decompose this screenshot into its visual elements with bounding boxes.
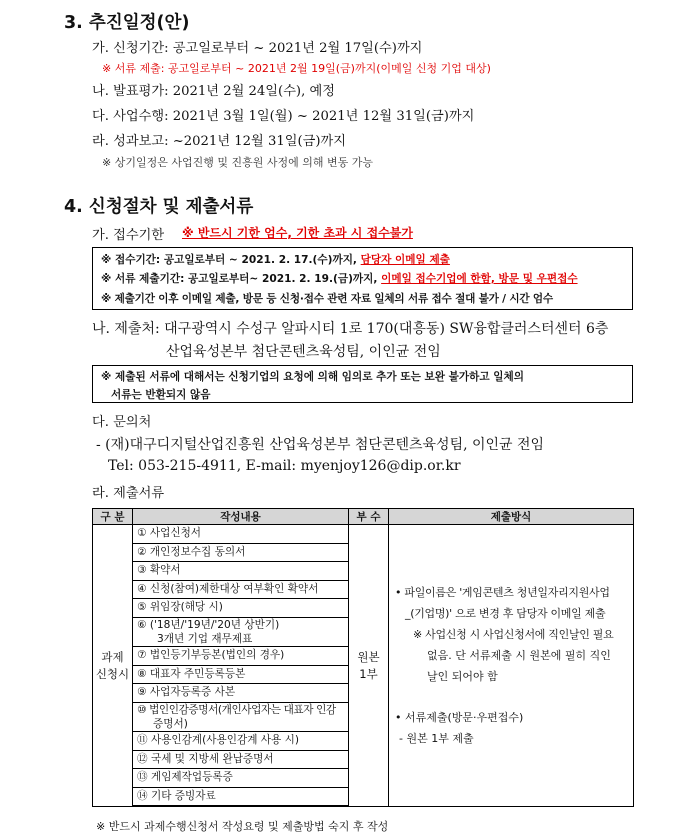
doc-item-4: ④ 신청(참여)제한대상 여부확인 확약서	[133, 580, 349, 599]
doc-item-6	[133, 617, 349, 647]
doc-item-14: ⑭ 기타 증빙자료	[133, 787, 349, 806]
header-method: 제출방식	[389, 509, 634, 525]
method-line6: • 서류제출(방문·우편접수)	[395, 711, 524, 724]
doc-item-6-line2: 3개년 기업 재무제표	[157, 632, 253, 645]
doc-item-9: ⑨ 사업자등록증 사본	[133, 684, 349, 703]
contact-organization: - (재)대구디지털산업진흥원 산업육성본부 첨단콘텐츠육성팀, 이인균 전임	[96, 437, 545, 453]
doc-item-11: ⑪ 사용인감계(사용인감계 사용 시)	[133, 732, 349, 751]
return-policy-line1: ※ 제출된 서류에 대해서는 신청기업의 요청에 의해 임의로 추가 또는 보완 불가하고 일체의	[101, 371, 524, 383]
method-spacer	[395, 687, 633, 707]
category-line2: 신청시	[95, 666, 130, 681]
method-line3: ※ 사업신청 시 사업신청서에 직인날인 필요	[413, 628, 614, 641]
schedule-application-period: 가. 신청기간: 공고일로부터 ~ 2021년 2월 17일(수)까지	[92, 41, 423, 56]
return-policy-box	[92, 365, 633, 403]
method-line1: • 파일이름은 '게임콘텐츠 청년일자리지원사업	[395, 586, 610, 599]
return-policy-line2: 서류는 반환되지 않음	[111, 389, 211, 401]
footer-note: ※ 반드시 과제수행신청서 작성요령 및 제출방법 숙지 후 작성	[96, 820, 389, 833]
copies-line1: 원본	[357, 649, 380, 664]
deadline-box-line3: ※ 제출기간 이후 이메일 제출, 방문 등 신청·접수 관련 자료 일체의 서류 접수 절대 불가 / 시간 엄수	[101, 293, 553, 305]
table-header-row	[93, 509, 634, 525]
deadline-label: 가. 접수기한	[92, 228, 165, 243]
deadline-box	[92, 247, 633, 310]
copies-cell	[349, 525, 389, 807]
contact-phone-email: Tel: 053-215-4911, E-mail: myenjoy126@dip.or.kr	[108, 458, 461, 474]
header-contents: 작성내용	[133, 509, 349, 525]
schedule-change-note: ※ 상기일정은 사업진행 및 진흥원 사정에 의해 변동 가능	[102, 156, 373, 169]
doc-item-2: ② 개인정보수집 동의서	[133, 543, 349, 562]
schedule-presentation: 나. 발표평가: 2021년 2월 24일(수), 예정	[92, 84, 335, 99]
deadline-box-line1-text: ※ 접수기간: 공고일로부터 ~ 2021. 2. 17.(수)까지,	[101, 254, 357, 266]
deadline-box-line2-highlight: 이메일 접수기업에 한함, 방문 및 우편접수	[381, 273, 578, 285]
submission-address-line1: 나. 제출처: 대구광역시 수성구 알파시티 1로 170(대흥동) SW융합클러스터센터 6층	[92, 321, 609, 337]
header-copies: 부 수	[349, 509, 389, 525]
schedule-project-execution: 다. 사업수행: 2021년 3월 1일(월) ~ 2021년 12월 31일(금)까지	[92, 109, 475, 124]
method-line5: 날인 되어야 함	[427, 670, 498, 683]
document-submission-note: ※ 서류 제출: 공고일로부터 ~ 2021년 2월 19일(금)까지(이메일 신청 기업 대상)	[102, 62, 491, 75]
doc-item-7: ⑦ 법인등기부등본(법인의 경우)	[133, 647, 349, 666]
table-filler	[133, 806, 349, 807]
table-row	[93, 525, 634, 544]
deadline-box-line2	[101, 271, 578, 286]
contact-label: 다. 문의처	[92, 415, 152, 430]
doc-item-8: ⑧ 대표자 주민등록등본	[133, 665, 349, 684]
doc-item-10-line1: ⑩ 법인인감증명서(개인사업자는 대표자 인감	[137, 703, 336, 716]
required-documents-label: 라. 제출서류	[92, 486, 165, 501]
doc-item-10-line2: 증명서)	[153, 717, 188, 730]
doc-item-3: ③ 확약서	[133, 562, 349, 581]
deadline-box-line1-highlight: 담당자 이메일 제출	[360, 254, 450, 266]
submission-address-line2: 산업육성본부 첨단콘텐츠육성팀, 이인균 전임	[166, 344, 441, 360]
doc-item-5: ⑤ 위임장(해당 시)	[133, 599, 349, 618]
doc-item-12: ⑫ 국세 및 지방세 완납증명서	[133, 750, 349, 769]
method-line4: 없음. 단 서류제출 시 원본에 필히 직인	[427, 649, 611, 662]
doc-item-6-line1: ⑥ ('18년/'19년/'20년 상반기)	[137, 618, 280, 631]
section4-title: 4. 신청절차 및 제출서류	[64, 197, 254, 217]
category-cell	[93, 525, 133, 807]
doc-item-10	[133, 702, 349, 732]
section3-title: 3. 추진일정(안)	[64, 13, 190, 33]
category-line1: 과제	[101, 649, 124, 664]
deadline-warning: ※ 반드시 기한 엄수, 기한 초과 시 접수불가	[182, 226, 413, 240]
schedule-result-report: 라. 성과보고: ~2021년 12월 31일(금)까지	[92, 134, 346, 149]
method-line2: _(기업명)' 으로 변경 후 담당자 이메일 제출	[405, 607, 606, 620]
copies-line2: 1부	[359, 666, 378, 681]
header-category: 구 분	[93, 509, 133, 525]
method-cell	[389, 525, 634, 807]
doc-item-13: ⑬ 게임제작업등록증	[133, 769, 349, 788]
method-line7: - 원본 1부 제출	[399, 732, 474, 745]
deadline-box-line2-text: ※ 서류 제출기간: 공고일로부터~ 2021. 2. 19.(금)까지,	[101, 273, 378, 285]
required-documents-table	[92, 508, 634, 807]
doc-item-1: ① 사업신청서	[133, 525, 349, 544]
deadline-box-line1	[101, 252, 450, 267]
